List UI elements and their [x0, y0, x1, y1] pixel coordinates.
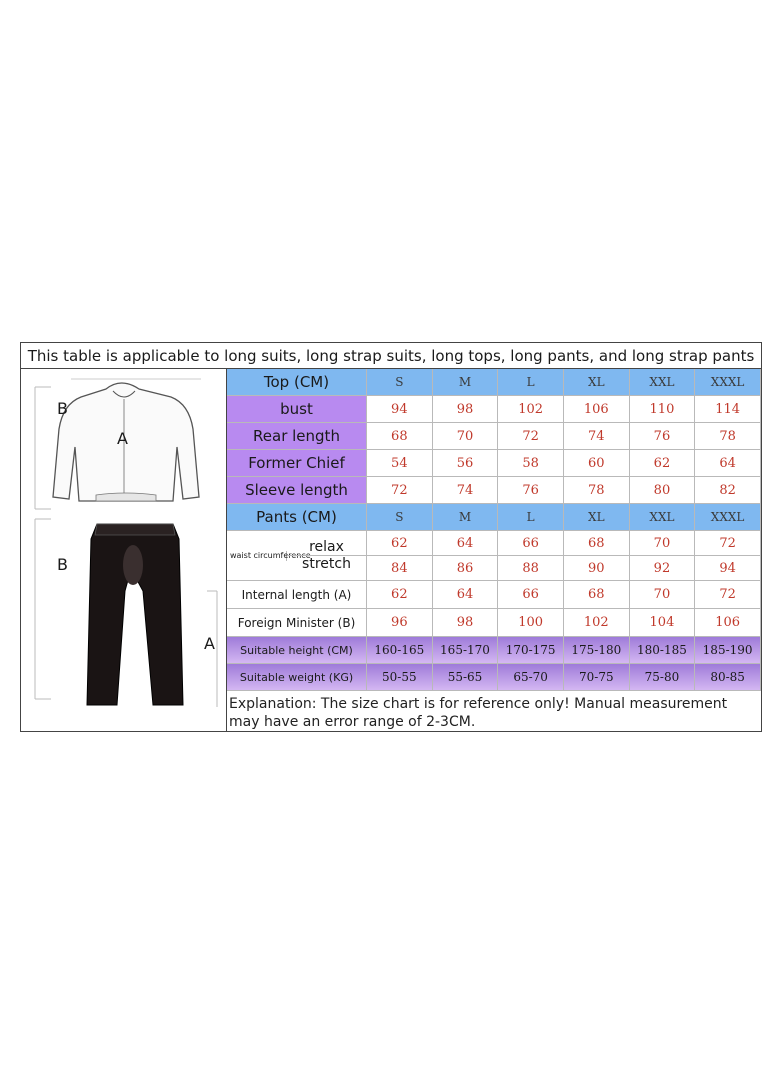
top-header-row: [227, 369, 761, 396]
table-cell: 54: [367, 450, 433, 477]
stretch-label: stretch: [302, 556, 351, 572]
pants-header-row: [227, 504, 761, 531]
size-xxl: XXL: [630, 504, 696, 531]
table-cell: 98: [433, 396, 499, 423]
table-cell: 72: [695, 531, 761, 556]
size-s: S: [367, 369, 433, 396]
internal-length-label: Internal length (A): [227, 581, 367, 609]
table-cell: 82: [695, 477, 761, 504]
table-cell: 94: [695, 556, 761, 581]
table-cell: 75-80: [630, 664, 696, 691]
table-cell: 90: [564, 556, 630, 581]
table-cell: 76: [498, 477, 564, 504]
size-xxxl: XXXL: [695, 504, 761, 531]
table-cell: 64: [433, 581, 499, 609]
size-s: S: [367, 504, 433, 531]
suitable-height-row: [227, 637, 761, 664]
table-cell: 64: [433, 531, 499, 556]
table-cell: 76: [630, 423, 696, 450]
table-cell: 78: [564, 477, 630, 504]
table-cell: 62: [630, 450, 696, 477]
suitable-weight-label: Suitable weight (KG): [227, 664, 367, 691]
table-cell: 180-185: [630, 637, 696, 664]
suitable-height-label: Suitable height (CM): [227, 637, 367, 664]
table-cell: 50-55: [367, 664, 433, 691]
table-cell: 68: [367, 423, 433, 450]
size-m: M: [433, 369, 499, 396]
foreign-minister-row: [227, 609, 761, 637]
table-cell: 114: [695, 396, 761, 423]
garment-illustration: [21, 369, 227, 731]
table-cell: 65-70: [498, 664, 564, 691]
pants-inseam-label: A: [204, 634, 215, 653]
size-xxl: XXL: [630, 369, 696, 396]
bust-label: bust: [227, 396, 367, 423]
waist-label: waist circumference: [227, 551, 287, 561]
table-cell: 78: [695, 423, 761, 450]
table-cell: 165-170: [433, 637, 499, 664]
table-cell: 98: [433, 609, 499, 637]
table-cell: 84: [367, 556, 433, 581]
table-cell: 60: [564, 450, 630, 477]
pants-length-label: B: [57, 555, 68, 574]
table-cell: 74: [433, 477, 499, 504]
sleeve-length-row: [227, 477, 761, 504]
garment-drawing: [21, 369, 227, 731]
size-table: [227, 369, 761, 691]
size-xl: XL: [564, 369, 630, 396]
table-cell: 96: [367, 609, 433, 637]
table-cell: 102: [498, 396, 564, 423]
table-cell: 70: [433, 423, 499, 450]
table-cell: 64: [695, 450, 761, 477]
relax-label: relax: [287, 539, 366, 556]
size-l: L: [498, 504, 564, 531]
table-cell: 70: [630, 581, 696, 609]
table-cell: 185-190: [695, 637, 761, 664]
size-m: M: [433, 504, 499, 531]
table-cell: 72: [367, 477, 433, 504]
top-width-label: A: [117, 429, 128, 448]
explanation-note: Explanation: The size chart is for reference only! Manual measurement may have an error range of 2-3CM.: [229, 696, 728, 730]
table-cell: 175-180: [564, 637, 630, 664]
former-chief-label: Former Chief: [227, 450, 367, 477]
relax-row: [367, 531, 761, 556]
table-cell: 66: [498, 531, 564, 556]
internal-length-row: [227, 581, 761, 609]
chart-title: This table is applicable to long suits, long strap suits, long tops, long pants, and long strap pants: [21, 343, 761, 369]
table-cell: 170-175: [498, 637, 564, 664]
size-l: L: [498, 369, 564, 396]
table-cell: 92: [630, 556, 696, 581]
table-cell: 88: [498, 556, 564, 581]
table-cell: 58: [498, 450, 564, 477]
table-cell: 102: [564, 609, 630, 637]
table-cell: 56: [433, 450, 499, 477]
sleeve-length-label: Sleeve length: [227, 477, 367, 504]
former-chief-row: [227, 450, 761, 477]
table-cell: 62: [367, 581, 433, 609]
table-cell: 106: [564, 396, 630, 423]
bust-row: [227, 396, 761, 423]
table-cell: 100: [498, 609, 564, 637]
table-cell: 68: [564, 581, 630, 609]
table-cell: 70: [630, 531, 696, 556]
table-cell: 66: [498, 581, 564, 609]
size-chart: [20, 342, 762, 732]
table-cell: 74: [564, 423, 630, 450]
table-cell: 72: [695, 581, 761, 609]
top-header-label: Top (CM): [227, 369, 367, 396]
waist-rows: [227, 531, 761, 581]
table-cell: 106: [695, 609, 761, 637]
waist-label-cell: [227, 531, 367, 581]
table-cell: 86: [433, 556, 499, 581]
table-cell: 70-75: [564, 664, 630, 691]
table-cell: 68: [564, 531, 630, 556]
size-xxxl: XXXL: [695, 369, 761, 396]
table-cell: 104: [630, 609, 696, 637]
suitable-weight-row: [227, 664, 761, 691]
stretch-row: [367, 556, 761, 581]
size-xl: XL: [564, 504, 630, 531]
table-cell: 80: [630, 477, 696, 504]
pants-header-label: Pants (CM): [227, 504, 367, 531]
table-cell: 160-165: [367, 637, 433, 664]
rear-length-label: Rear length: [227, 423, 367, 450]
table-cell: 55-65: [433, 664, 499, 691]
top-length-label: B: [57, 399, 68, 418]
rear-length-row: [227, 423, 761, 450]
table-cell: 62: [367, 531, 433, 556]
table-cell: 80-85: [695, 664, 761, 691]
table-cell: 110: [630, 396, 696, 423]
table-cell: 94: [367, 396, 433, 423]
foreign-minister-label: Foreign Minister (B): [227, 609, 367, 637]
table-cell: 72: [498, 423, 564, 450]
